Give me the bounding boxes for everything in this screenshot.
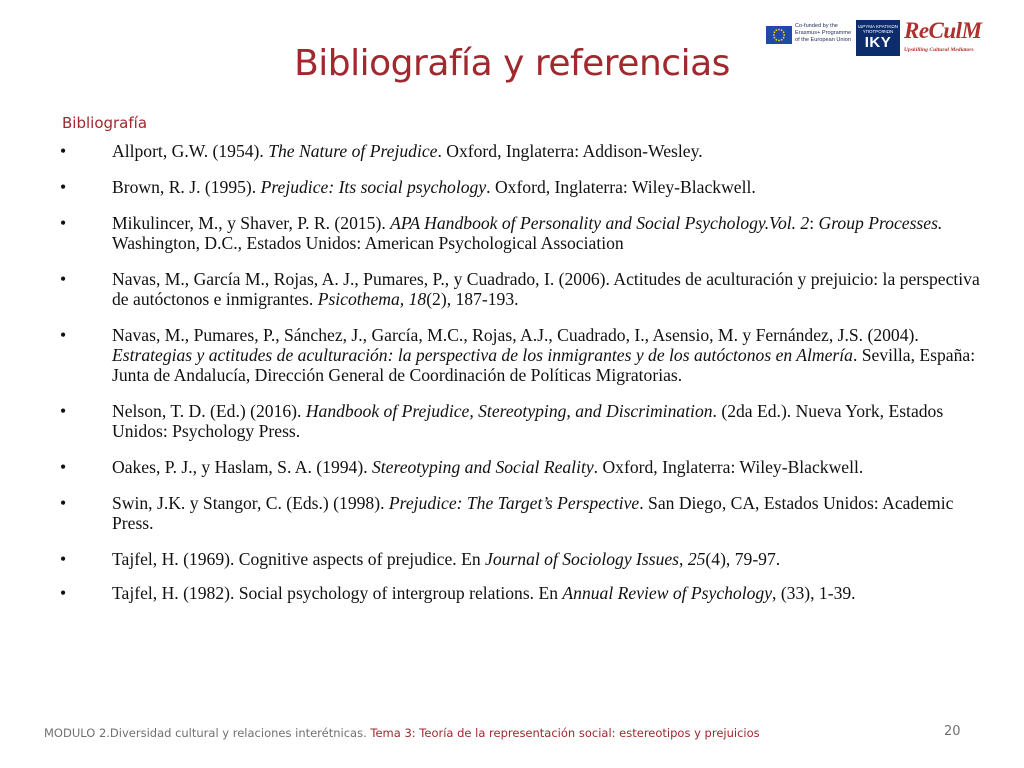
reference-text: Oakes, P. J., y Haslam, S. A. (1994). <box>112 457 372 477</box>
footer-module: MODULO 2.Diversidad cultural y relaciones interétnicas. <box>44 726 371 740</box>
eu-cofunded-text: Co-funded by the Erasmus+ Programme of the European Union <box>795 23 852 43</box>
reference-title: Prejudice: Its social psychology <box>260 177 487 197</box>
reference-text: Navas, M., Pumares, P., Sánchez, J., García, M.C., Rojas, A.J., Cuadrado, I., Asensio, M. y Fernández, J.S. (2004). <box>112 325 919 345</box>
reference-text-end: . Oxford, Inglaterra: Wiley-Blackwell. <box>486 177 756 197</box>
reference-text: Tajfel, H. (1969). Cognitive aspects of prejudice. En <box>112 549 486 569</box>
reference-journal: Journal of Sociology Issues <box>485 549 680 569</box>
iky-label: IKY <box>864 34 892 51</box>
reference-item <box>60 325 980 385</box>
reference-item <box>60 549 980 569</box>
reference-text-end: Washington, D.C., Estados Unidos: American Psychological Association <box>112 233 624 253</box>
reference-item <box>60 493 980 533</box>
reference-text-end: . Sevilla, España: Junta de Andalucía, Dirección General de Coordinación de Políticas Migratorias. <box>112 345 976 385</box>
reference-title: Handbook of Prejudice, Stereotyping, and Discrimination <box>305 401 713 421</box>
reference-title: The Nature of Prejudice <box>268 141 438 161</box>
reference-item <box>60 401 980 441</box>
bullet-icon: • <box>60 583 67 603</box>
reference-title: Estrategias y actitudes de aculturación: la perspectiva de los inmigrantes y de los autóctonos en Almería <box>112 345 853 365</box>
reference-journal: Psicothema, 18 <box>317 289 427 309</box>
reference-text-mid: , <box>679 549 688 569</box>
reference-text-end: (4), 79-97. <box>705 549 781 569</box>
footer-topic: Tema 3: Teoría de la representación social: estereotipos y prejuicios <box>370 726 760 740</box>
reference-text: Brown, R. J. (1995). <box>112 177 261 197</box>
reference-item <box>60 269 980 309</box>
slide-footer <box>44 726 760 740</box>
reference-text: Navas, M., García M., Rojas, A. J., Pumares, P., y Cuadrado, I. (2006). Actitudes de aculturación y prejuicio: la perspectiva de autóctonos e inmigrantes. <box>112 269 980 309</box>
reference-text-end: , (33), 1-39. <box>772 583 856 603</box>
reference-title: Prejudice: The Target’s Perspective <box>388 493 640 513</box>
reference-item <box>60 177 980 197</box>
reference-title: Stereotyping and Social Reality <box>372 457 594 477</box>
reference-text-end: (2), 187-193. <box>426 289 519 309</box>
reference-subtitle: Group Processes. <box>818 213 943 233</box>
bullet-icon: • <box>60 269 67 289</box>
reference-text: Tajfel, H. (1982). Social psychology of intergroup relations. En <box>112 583 563 603</box>
recultm-subtitle: Upskilling Cultural Mediators <box>904 47 974 53</box>
reference-text-mid: : <box>809 213 819 233</box>
reference-text-end: . San Diego, CA, Estados Unidos: Academic Press. <box>112 493 954 533</box>
bullet-icon: • <box>60 213 67 233</box>
bullet-icon: • <box>60 549 67 569</box>
reference-volume: 25 <box>687 549 706 569</box>
page-number: 20 <box>944 724 961 739</box>
reference-text-end: . (2da Ed.). Nueva York, Estados Unidos: Psychology Press. <box>112 401 944 441</box>
slide-title: Bibliografía y referencias <box>294 43 730 84</box>
section-subheading: Bibliografía <box>62 114 148 132</box>
reference-item <box>60 457 980 477</box>
reference-text-end: . Oxford, Inglaterra: Addison-Wesley. <box>437 141 703 161</box>
bullet-icon: • <box>60 141 67 161</box>
reference-list <box>60 141 980 619</box>
reference-text: Nelson, T. D. (Ed.) (2016). <box>112 401 306 421</box>
reference-text: Mikulincer, M., y Shaver, P. R. (2015). <box>112 213 391 233</box>
reference-text: Allport, G.W. (1954). <box>112 141 269 161</box>
reference-item <box>60 213 980 253</box>
reference-title: APA Handbook of Personality and Social Psychology.Vol. 2 <box>390 213 810 233</box>
reference-item <box>60 583 980 603</box>
bullet-icon: • <box>60 493 67 513</box>
reference-journal: Annual Review of Psychology <box>562 583 773 603</box>
bullet-icon: • <box>60 401 67 421</box>
bullet-icon: • <box>60 457 67 477</box>
reference-text-end: . Oxford, Inglaterra: Wiley-Blackwell. <box>593 457 864 477</box>
recultm-name: ReCulM <box>904 18 982 43</box>
reference-text: Swin, J.K. y Stangor, C. (Eds.) (1998). <box>112 493 389 513</box>
bullet-icon: • <box>60 325 67 345</box>
bullet-icon: • <box>60 177 67 197</box>
iky-small-text: ΙΔΡΥΜΑ ΚΡΑΤΙΚΩΝ ΥΠΟΤΡΟΦΙΩΝ <box>858 24 898 34</box>
reference-item <box>60 141 980 161</box>
